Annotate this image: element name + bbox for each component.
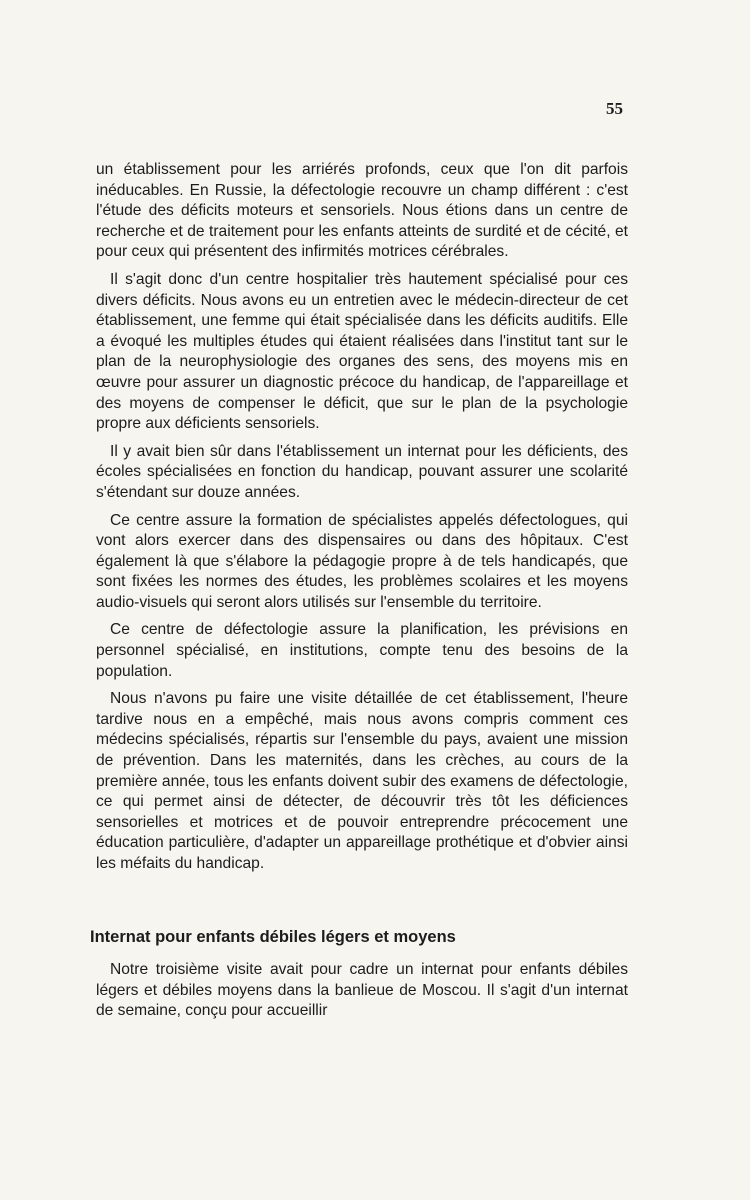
paragraph-1: un établissement pour les arriérés profonds, ceux que l'on dit parfois inéducables. En Russie, la défectologie recouvre un champ différent : c'est l'étude des déficits moteurs et sensoriels. Nous étions dans un centre de recherche et de traitement pour les enfants atteints de surdité et de cécité, et pour ceux qui présentent des infirmités motrices cérébrales. <box>96 161 628 261</box>
section-body <box>96 960 628 1022</box>
paragraph-6: Nous n'avons pu faire une visite détaillée de cet établissement, l'heure tardive nous en a empêché, mais nous avons compris comment ces médecins spécialisés, répartis sur l'ensemble du pays, avaient une mission de prévention. Dans les maternités, dans les crèches, au cours de la première année, tous les enfants doivent subir des examens de défectologie, ce qui permet ainsi de détecter, de découvrir très tôt les déficiences sensorielles et motrices et de pouvoir entreprendre précocement une éducation particulière, d'adapter un appareillage prothétique et d'obvier ainsi les méfaits du handicap. <box>96 690 628 872</box>
page-number: 55 <box>606 99 623 118</box>
section-heading: Internat pour enfants débiles légers et moyens <box>90 928 456 946</box>
paragraph-5: Ce centre de défectologie assure la planification, les prévisions en personnel spécialisé, en institutions, compte tenu des besoins de la population. <box>96 621 628 680</box>
paragraph-2: Il s'agit donc d'un centre hospitalier très hautement spécialisé pour ces divers déficits. Nous avons eu un entretien avec le médecin-directeur de cet établissement, une femme qui était spécialisée dans les déficits auditifs. Elle a évoqué les multiples études qui étaient réalisées dans l'institut tant sur le plan de la neurophysiologie des organes des sens, des moyens mis en œuvre pour assurer un diagnostic précoce du handicap, de l'appareillage et des moyens de compenser le déficit, que sur le plan de la psychologie propre aux déficients sensoriels. <box>96 270 628 433</box>
paragraph-4: Ce centre assure la formation de spécialistes appelés défectologues, qui vont alors exercer dans des dispensaires ou dans des hôpitaux. C'est également là que s'élabore la pédagogie propre à de tels handicapés, que sont fixées les normes des études, les problèmes scolaires et les moyens audio-visuels qui seront alors utilisés sur l'ensemble du territoire. <box>96 511 628 611</box>
section-paragraph: Notre troisième visite avait pour cadre un internat pour enfants débiles légers et débiles moyens dans la banlieue de Moscou. Il s'agit d'un internat de semaine, conçu pour accueillir <box>96 961 628 1020</box>
paragraph-3: Il y avait bien sûr dans l'établissement un internat pour les déficients, des écoles spécialisées en fonction du handicap, pouvant assurer une scolarité s'étendant sur douze années. <box>96 442 628 501</box>
body-text <box>96 160 628 882</box>
